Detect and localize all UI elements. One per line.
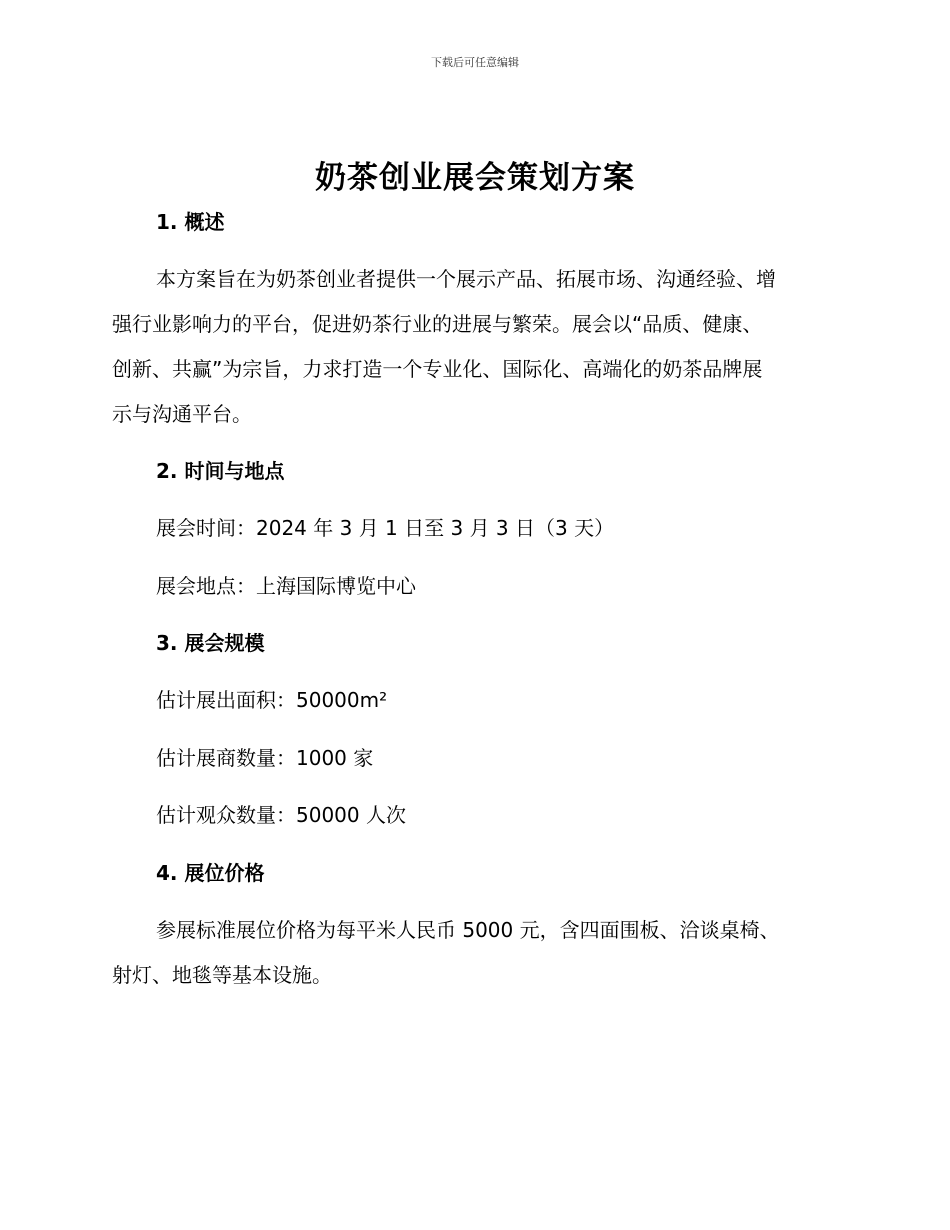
estimated-area: 估计展出面积：50000m² xyxy=(156,688,388,712)
paragraph-line: 参展标准展位价格为每平米人民币 5000 元，含四面围板、洽谈桌椅、 xyxy=(156,918,780,942)
paragraph-line: 创新、共赢”为宗旨，力求打造一个专业化、国际化、高端化的奶茶品牌展 xyxy=(112,357,763,381)
exhibition-time: 展会时间：2024 年 3 月 1 日至 3 月 3 日（3 天） xyxy=(156,516,615,540)
estimated-exhibitors: 估计展商数量：1000 家 xyxy=(156,746,374,770)
paragraph-line: 本方案旨在为奶茶创业者提供一个展示产品、拓展市场、沟通经验、增 xyxy=(156,267,776,291)
paragraph-line: 示与沟通平台。 xyxy=(112,402,252,426)
paragraph-line: 强行业影响力的平台，促进奶茶行业的进展与繁荣。展会以“品质、健康、 xyxy=(112,312,763,336)
paragraph-line: 射灯、地毯等基本设施。 xyxy=(112,963,332,987)
section-heading-overview: 1. 概述 xyxy=(156,210,225,234)
document-title: 奶茶创业展会策划方案 xyxy=(315,160,635,196)
section-heading-time-place: 2. 时间与地点 xyxy=(156,459,285,483)
section-heading-scale: 3. 展会规模 xyxy=(156,631,265,655)
estimated-visitors: 估计观众数量：50000 人次 xyxy=(156,803,406,827)
section-heading-price: 4. 展位价格 xyxy=(156,861,265,885)
exhibition-place: 展会地点：上海国际博览中心 xyxy=(156,574,416,598)
page-header-note: 下载后可任意编辑 xyxy=(431,56,519,69)
